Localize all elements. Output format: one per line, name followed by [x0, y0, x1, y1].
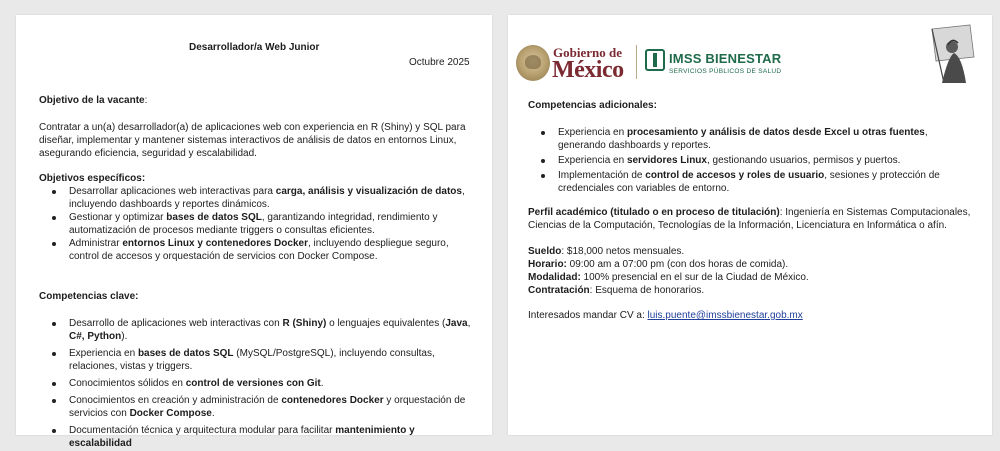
- cv-email-link[interactable]: luis.puente@imssbienestar.gob.mx: [647, 310, 803, 321]
- bullet-icon: [52, 190, 56, 194]
- bullet-icon: [52, 242, 56, 246]
- list-item: Gestionar y optimizar bases de datos SQL, garantizando integridad, rendimiento y automatización de procesos mediante triggers o consultas eficientes.: [69, 211, 474, 237]
- coat-of-arms-icon: [516, 45, 550, 81]
- bullet-icon: [541, 159, 545, 163]
- cv-instructions: Interesados mandar CV a: luis.puente@imssbienestar.gob.mx: [528, 310, 803, 321]
- bullet-icon: [541, 174, 545, 178]
- list-item: Experiencia en servidores Linux, gestionando usuarios, permisos y puertos.: [558, 154, 976, 167]
- list-item: Administrar entornos Linux y contenedores Docker, incluyendo despliegue seguro, control de accesos y orquestación de servicios con Docker Compose.: [69, 237, 474, 263]
- perfil-academico: Perfil académico (titulado o en proceso de titulación): Ingeniería en Sistemas Computacionales, Ciencias de la Computación, Tecnologías de la Información, Licenciatura en Informática o afín.: [528, 207, 971, 231]
- flag-figure-icon: [922, 23, 980, 85]
- logo-imss-subtitle: SERVICIOS PÚBLICOS DE SALUD: [669, 68, 782, 75]
- contratacion: Contratación: Esquema de honorarios.: [528, 285, 705, 296]
- clave-list: [69, 317, 474, 450]
- logo-divider: [636, 45, 637, 79]
- document-page-left: [16, 15, 492, 449]
- adicionales-list: [558, 126, 976, 195]
- list-item: Desarrollar aplicaciones web interactivas para carga, análisis y visualización de datos, incluyendo dashboards y reportes dinámicos.: [69, 185, 474, 211]
- list-item: Conocimientos sólidos en control de versiones con Git.: [69, 377, 474, 390]
- sueldo: Sueldo: $18,000 netos mensuales.: [528, 246, 685, 257]
- condiciones: [528, 245, 988, 297]
- bullet-icon: [52, 352, 56, 356]
- job-title: Desarrollador/a Web Junior: [189, 42, 320, 53]
- objetivo-paragraph: Contratar a un(a) desarrollador(a) de aplicaciones web con experiencia en R (Shiny) y SQL para diseñar, implementar y mantener sistemas interactivos de análisis de datos en entornos Linux, asegurando eficiencia, seguridad y escalabilidad.: [39, 122, 466, 159]
- especificos-heading: Objetivos específicos:: [39, 173, 146, 184]
- objetivo-heading: Objetivo de la vacante:: [39, 95, 148, 106]
- bullet-icon: [52, 382, 56, 386]
- clave-heading: Competencias clave:: [39, 291, 139, 302]
- adicionales-heading: Competencias adicionales:: [528, 100, 657, 111]
- logo-imss-bienestar: IMSS BIENESTAR: [669, 51, 782, 66]
- list-item: Documentación técnica y arquitectura modular para facilitar mantenimiento y escalabilidad: [69, 424, 474, 450]
- document-page-right: [508, 15, 992, 435]
- bullet-icon: [52, 322, 56, 326]
- list-item: Experiencia en procesamiento y análisis de datos desde Excel u otras fuentes, generando dashboards y reportes.: [558, 126, 976, 152]
- logo-gobierno-de: Gobierno de: [553, 45, 622, 60]
- modalidad: Modalidad: 100% presencial en el sur de la Ciudad de México.: [528, 272, 809, 283]
- list-item: Conocimientos en creación y administración de contenedores Docker y orquestación de servicios con Docker Compose.: [69, 394, 474, 420]
- document-date: Octubre 2025: [409, 57, 470, 68]
- bullet-icon: [52, 216, 56, 220]
- list-item: Implementación de control de accesos y roles de usuario, sesiones y protección de credenciales con variables de entorno.: [558, 169, 976, 195]
- bullet-icon: [541, 131, 545, 135]
- list-item: Desarrollo de aplicaciones web interactivas con R (Shiny) o lenguajes equivalentes (Java, C#, Python).: [69, 317, 474, 343]
- especificos-list: [69, 185, 474, 263]
- horario: Horario: 09:00 am a 07:00 pm (con dos horas de comida).: [528, 259, 789, 270]
- logo-mexico: México: [552, 57, 624, 83]
- imss-icon: [645, 49, 665, 71]
- list-item: Experiencia en bases de datos SQL (MySQL/PostgreSQL), incluyendo consultas, relaciones, vistas y triggers.: [69, 347, 474, 373]
- bullet-icon: [52, 399, 56, 403]
- bullet-icon: [52, 429, 56, 433]
